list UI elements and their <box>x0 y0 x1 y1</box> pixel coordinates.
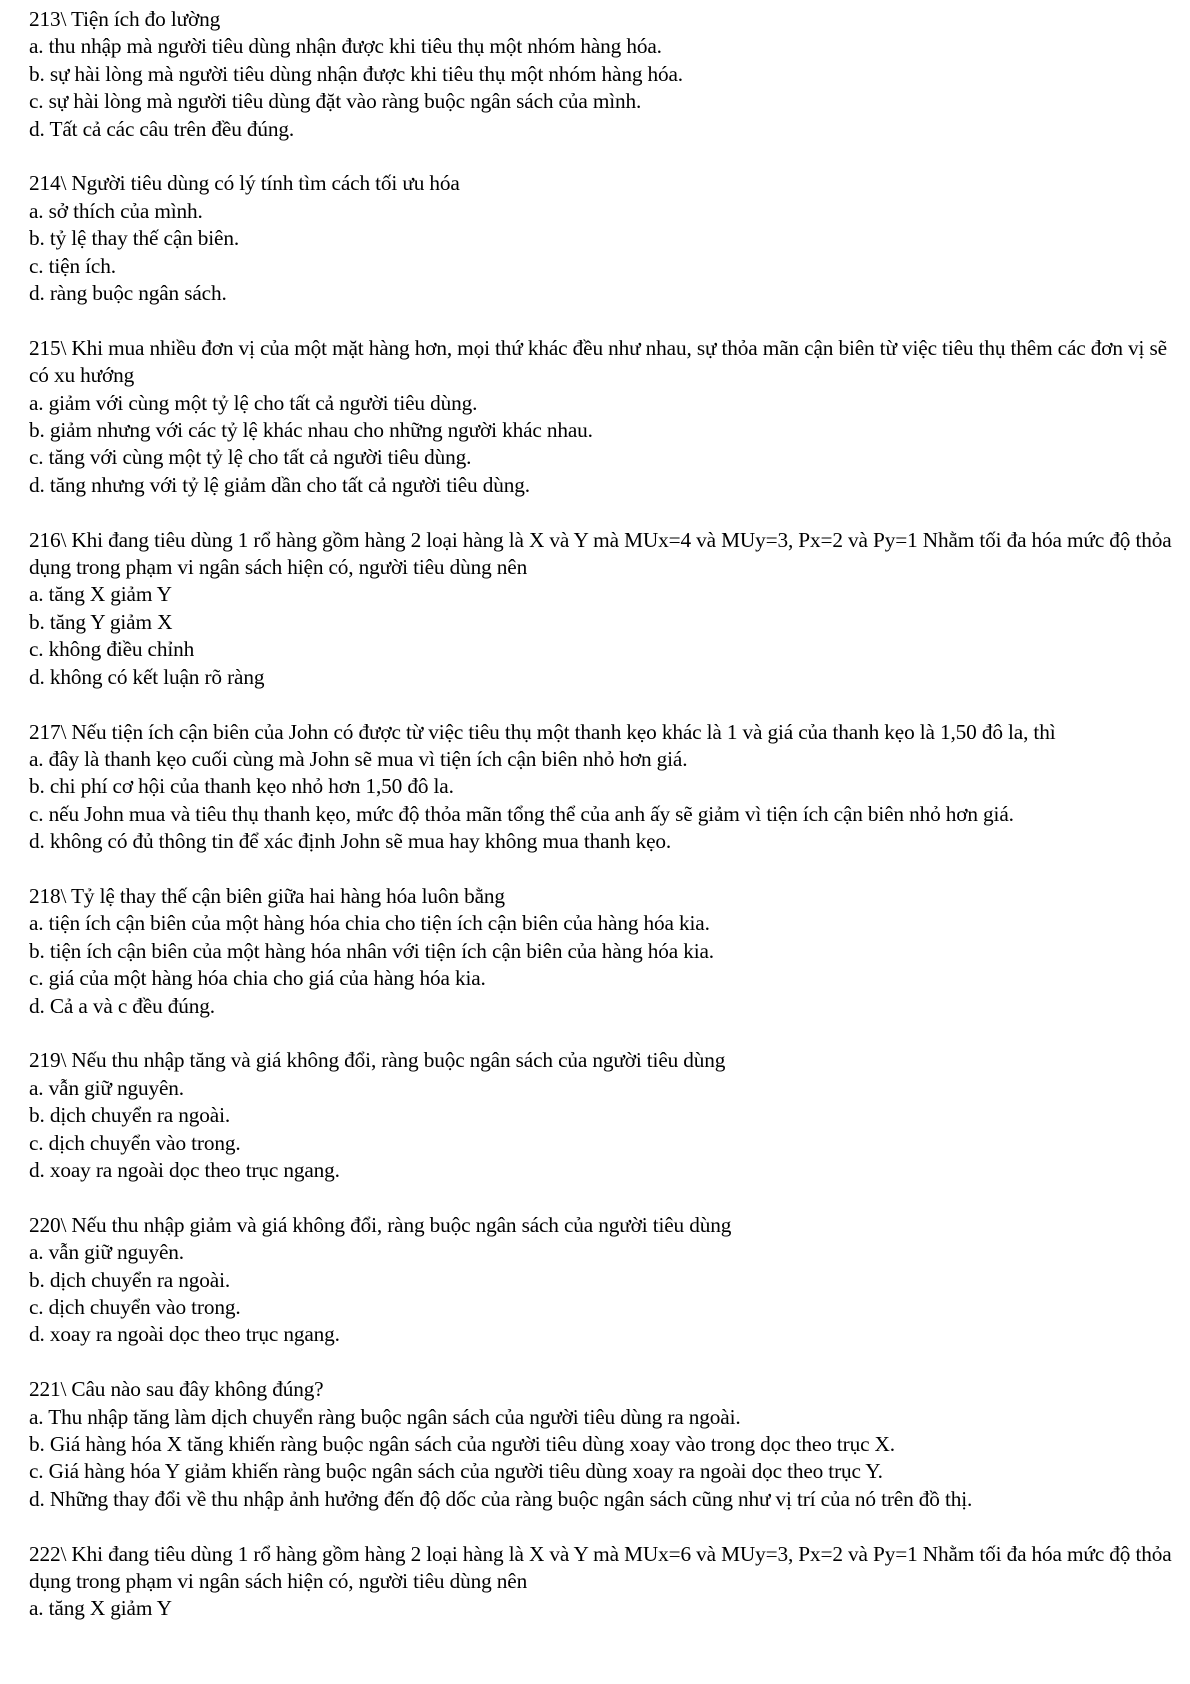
option-a: a. tăng X giảm Y <box>29 1596 172 1621</box>
option-c: c. Giá hàng hóa Y giảm khiến ràng buộc ngân sách của người tiêu dùng xoay ra ngoài dọc theo trục Y. <box>29 1459 883 1484</box>
question-text: 218\ Tỷ lệ thay thế cận biên giữa hai hàng hóa luôn bằng <box>29 883 505 908</box>
option-d: d. xoay ra ngoài dọc theo trục ngang. <box>29 1157 340 1182</box>
question-214 <box>29 170 1179 307</box>
option-a: a. tiện ích cận biên của một hàng hóa chia cho tiện ích cận biên của hàng hóa kia. <box>29 911 710 936</box>
option-d: d. không có đủ thông tin để xác định John sẽ mua hay không mua thanh kẹo. <box>29 829 672 854</box>
option-d: d. ràng buộc ngân sách. <box>29 281 227 306</box>
option-c: c. sự hài lòng mà người tiêu dùng đặt vào ràng buộc ngân sách của mình. <box>29 89 642 114</box>
question-text: 219\ Nếu thu nhập tăng và giá không đổi, ràng buộc ngân sách của người tiêu dùng <box>29 1048 726 1073</box>
question-text: 220\ Nếu thu nhập giảm và giá không đổi, ràng buộc ngân sách của người tiêu dùng <box>29 1212 732 1237</box>
question-215 <box>29 335 1179 499</box>
option-a: a. Thu nhập tăng làm dịch chuyển ràng buộc ngân sách của người tiêu dùng ra ngoài. <box>29 1404 741 1429</box>
option-b: b. Giá hàng hóa X tăng khiến ràng buộc ngân sách của người tiêu dùng xoay vào trong dọc theo trục X. <box>29 1432 895 1456</box>
question-220 <box>29 1212 1179 1349</box>
option-a: a. tăng X giảm Y <box>29 582 172 607</box>
option-a: a. đây là thanh kẹo cuối cùng mà John sẽ mua vì tiện ích cận biên nhỏ hơn giá. <box>29 746 688 771</box>
option-c: c. giá của một hàng hóa chia cho giá của hàng hóa kia. <box>29 966 486 991</box>
question-text: 217\ Nếu tiện ích cận biên của John có được từ việc tiêu thụ một thanh kẹo khác là 1 và giá của thanh kẹo là 1,50 đô la, thì <box>29 719 1056 744</box>
question-text: 222\ Khi đang tiêu dùng 1 rổ hàng gồm hàng 2 loại hàng là X và Y mà MUx=6 và MUy=3, Px=2 và Py=1 Nhằm tối đa hóa mức độ thỏa dụng trong phạm vi ngân sách hiện có, người tiêu dùng nên <box>29 1541 1172 1594</box>
option-b: b. giảm nhưng với các tỷ lệ khác nhau cho những người khác nhau. <box>29 418 593 443</box>
option-c: c. dịch chuyển vào trong. <box>29 1130 241 1155</box>
option-b: b. chi phí cơ hội của thanh kẹo nhỏ hơn 1,50 đô la. <box>29 774 454 799</box>
option-a: a. sở thích của mình. <box>29 198 203 223</box>
question-218 <box>29 883 1179 1020</box>
option-c: c. dịch chuyển vào trong. <box>29 1294 241 1319</box>
question-text: 214\ Người tiêu dùng có lý tính tìm cách tối ưu hóa <box>29 171 460 196</box>
option-d: d. tăng nhưng với tỷ lệ giảm dần cho tất cả người tiêu dùng. <box>29 472 530 497</box>
option-d: d. xoay ra ngoài dọc theo trục ngang. <box>29 1322 340 1347</box>
option-a: a. vẫn giữ nguyên. <box>29 1240 184 1265</box>
option-b: b. tỷ lệ thay thế cận biên. <box>29 226 240 251</box>
option-c: c. không điều chỉnh <box>29 637 195 662</box>
option-d: d. Tất cả các câu trên đều đúng. <box>29 116 295 141</box>
option-a: a. giảm với cùng một tỷ lệ cho tất cả người tiêu dùng. <box>29 390 478 415</box>
option-c: c. tăng với cùng một tỷ lệ cho tất cả người tiêu dùng. <box>29 445 472 470</box>
option-c: c. tiện ích. <box>29 253 116 278</box>
option-a: a. thu nhập mà người tiêu dùng nhận được khi tiêu thụ một nhóm hàng hóa. <box>29 34 662 59</box>
document-page <box>29 6 1179 1650</box>
option-b: b. dịch chuyển ra ngoài. <box>29 1267 231 1292</box>
question-217 <box>29 719 1179 856</box>
question-text: 221\ Câu nào sau đây không đúng? <box>29 1377 324 1402</box>
option-b: b. dịch chuyển ra ngoài. <box>29 1103 231 1128</box>
question-213 <box>29 6 1179 143</box>
question-216 <box>29 527 1179 691</box>
option-a: a. vẫn giữ nguyên. <box>29 1075 184 1100</box>
question-text: 216\ Khi đang tiêu dùng 1 rổ hàng gồm hàng 2 loại hàng là X và Y mà MUx=4 và MUy=3, Px=2 và Py=1 Nhằm tối đa hóa mức độ thỏa dụng trong phạm vi ngân sách hiện có, người tiêu dùng nên <box>29 527 1172 580</box>
option-d: d. không có kết luận rõ ràng <box>29 664 265 689</box>
question-text: 215\ Khi mua nhiều đơn vị của một mặt hàng hơn, mọi thứ khác đều như nhau, sự thỏa mãn cận biên từ việc tiêu thụ thêm các đơn vị sẽ có xu hướng <box>29 335 1167 388</box>
option-b: b. tiện ích cận biên của một hàng hóa nhân với tiện ích cận biên của hàng hóa kia. <box>29 938 714 963</box>
option-d: d. Cả a và c đều đúng. <box>29 993 215 1018</box>
option-b: b. tăng Y giảm X <box>29 609 173 634</box>
question-222 <box>29 1541 1179 1623</box>
option-c: c. nếu John mua và tiêu thụ thanh kẹo, mức độ thỏa mãn tổng thể của anh ấy sẽ giảm vì tiện ích cận biên nhỏ hơn giá. <box>29 801 1014 826</box>
question-text: 213\ Tiện ích đo lường <box>29 7 221 31</box>
option-b: b. sự hài lòng mà người tiêu dùng nhận được khi tiêu thụ một nhóm hàng hóa. <box>29 61 683 86</box>
question-219 <box>29 1047 1179 1184</box>
question-221 <box>29 1376 1179 1513</box>
option-d: d. Những thay đổi về thu nhập ảnh hưởng đến độ dốc của ràng buộc ngân sách cũng như vị trí của nó trên đồ thị. <box>29 1486 973 1511</box>
